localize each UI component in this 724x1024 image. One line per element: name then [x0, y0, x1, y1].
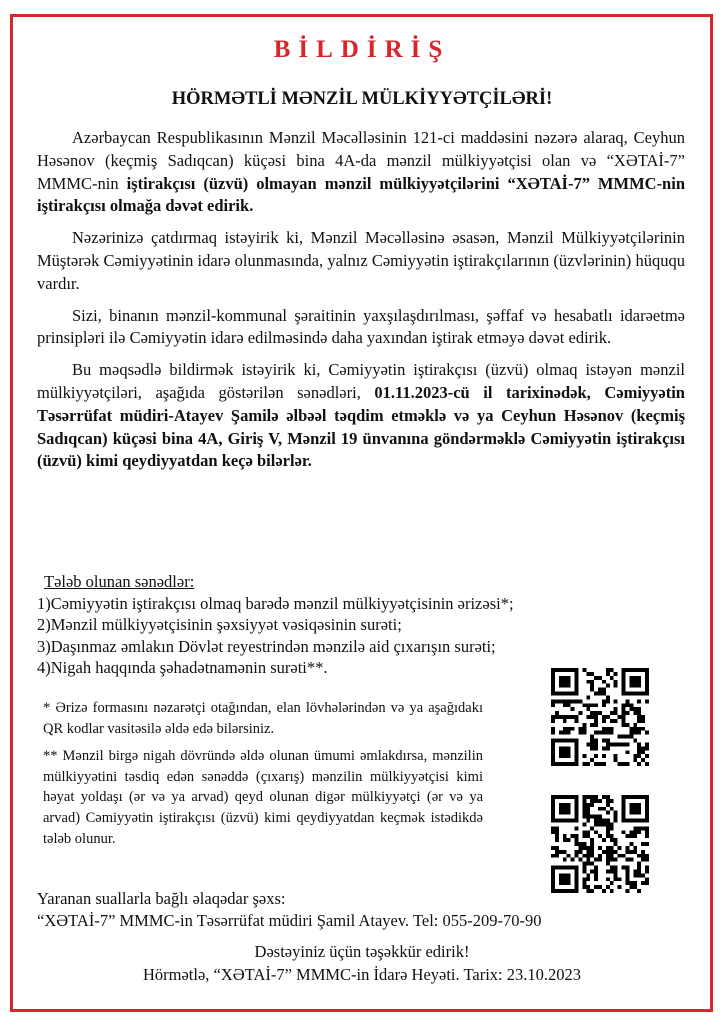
- paragraph-invitation-text: Azərbaycan Respublikasının Mənzil Məcəlləsinin 121-ci maddəsini nəzərə alaraq, Ceyhun Həsənov (keçmiş Sadıqcan) küçəsi bina 4A-da mənzil mülkiyyətçisi olan və “XƏTAİ-7” MMMC-nin: [37, 128, 685, 193]
- required-documents: [37, 571, 685, 679]
- required-documents-heading: Tələb olunan sənədlər:: [44, 572, 195, 591]
- contact-info: [37, 888, 685, 932]
- required-document-item: 4)Nigah haqqında şəhadətnamənin surəti**.: [37, 658, 328, 678]
- closing-thanks: Dəstəyiniz üçün təşəkkür edirik!: [254, 942, 470, 961]
- footnote-application-form: * Ərizə formasını nəzarətçi otağından, elan lövhələrindən və ya aşağıdakı QR kodlar vasitəsilə əldə edə bilərsiniz.: [43, 700, 483, 737]
- paragraph-submission-text: Bu məqsədlə bildirmək istəyirik ki, Cəmiyyətin iştirakçısı (üzvü) olmaq istəyən mənzil mülkiyyətçiləri, aşağıda göstərilən sənədləri,: [37, 360, 685, 402]
- paragraph-rights: Nəzərinizə çatdırmaq istəyirik ki, Mənzil Məcəlləsinə əsasən, Mənzil Mülkiyyətçilərinin Müştərək Cəmiyyətinin idarə olunmasında, yalnız Cəmiyyətin iştirakçılarının (üzvlərinin) hüququ vardır.: [37, 228, 685, 293]
- required-document-item: 3)Daşınmaz əmlakın Dövlət reyestrindən mənzilə aid çıxarışın surəti;: [37, 636, 496, 656]
- paragraph-invitation: [37, 127, 685, 218]
- paragraph-submission-emphasis: 01.11.2023-cü il tarixinədək, Cəmiyyətin Təsərrüfat müdiri-Atayev Şamilə əlbəəl təqdim etməklə və ya Ceyhun Həsənov (keçmiş Sadıqcan) küçəsi bina 4A, Giriş V, Mənzil 19 ünvanına göndərməklə Cəmiyyətin iştirakçısı (üzvü) kimi qeydiyyatdan keçə bilərlər.: [37, 382, 685, 471]
- notice-title: BİLDİRİŞ: [273, 36, 451, 63]
- closing: [0, 941, 724, 986]
- paragraph-submission: [37, 359, 685, 473]
- paragraph-participation: Sizi, binanın mənzil-kommunal şəraitinin yaxşılaşdırılması, şəffaf və hesabatlı idarəetmə prinsipləri ilə Cəmiyyətin idarə edilməsində daha yaxından iştirak etməyə dəvət edirik.: [37, 305, 685, 348]
- required-document-item: 1)Cəmiyyətin iştirakçısı olmaq barədə mənzil mülkiyyətçisinin ərizəsi*;: [37, 593, 514, 613]
- qr-code-icon[interactable]: [551, 795, 649, 893]
- footnote-marriage-certificate: ** Mənzil birgə nigah dövründə əldə olunan ümumi əmlakdırsa, mənzilin mülkiyyətini təsdiq edən sənəddə (çıxarış) mənzilin mülkiyyətçisi kimi həyat yoldaşı (ər və ya arvad) qeyd olunan digər mülkiyyətçi (ər və ya arvad) Cəmiyyətin iştirakçısı (üzvü) kimi qeydiyyatdan keçmək istədikdə tələb olunur.: [43, 748, 483, 847]
- notice-body: [37, 127, 685, 482]
- qr-code-icon[interactable]: [551, 668, 649, 766]
- paragraph-invitation-emphasis: iştirakçısı (üzvü) olmayan mənzil mülkiyyətçilərini “XƏTAİ-7” MMMC-nin iştirakçısı olmağa dəvət edirik.: [37, 173, 685, 216]
- contact-person: “XƏTAİ-7” MMMC-in Təsərrüfat müdiri Şamil Atayev. Tel: 055-209-70-90: [37, 911, 542, 930]
- notice-subtitle: HÖRMƏTLİ MƏNZİL MÜLKİYYƏTÇİLƏRİ!: [171, 89, 553, 109]
- footnotes: [43, 698, 483, 856]
- closing-signature: Hörmətlə, “XƏTAİ-7” MMMC-in İdarə Heyəti. Tarix: 23.10.2023: [142, 964, 582, 984]
- required-document-item: 2)Mənzil mülkiyyətçisinin şəxsiyyət vəsiqəsinin surəti;: [37, 615, 402, 635]
- contact-label: Yaranan suallarla bağlı əlaqədar şəxs:: [37, 889, 286, 908]
